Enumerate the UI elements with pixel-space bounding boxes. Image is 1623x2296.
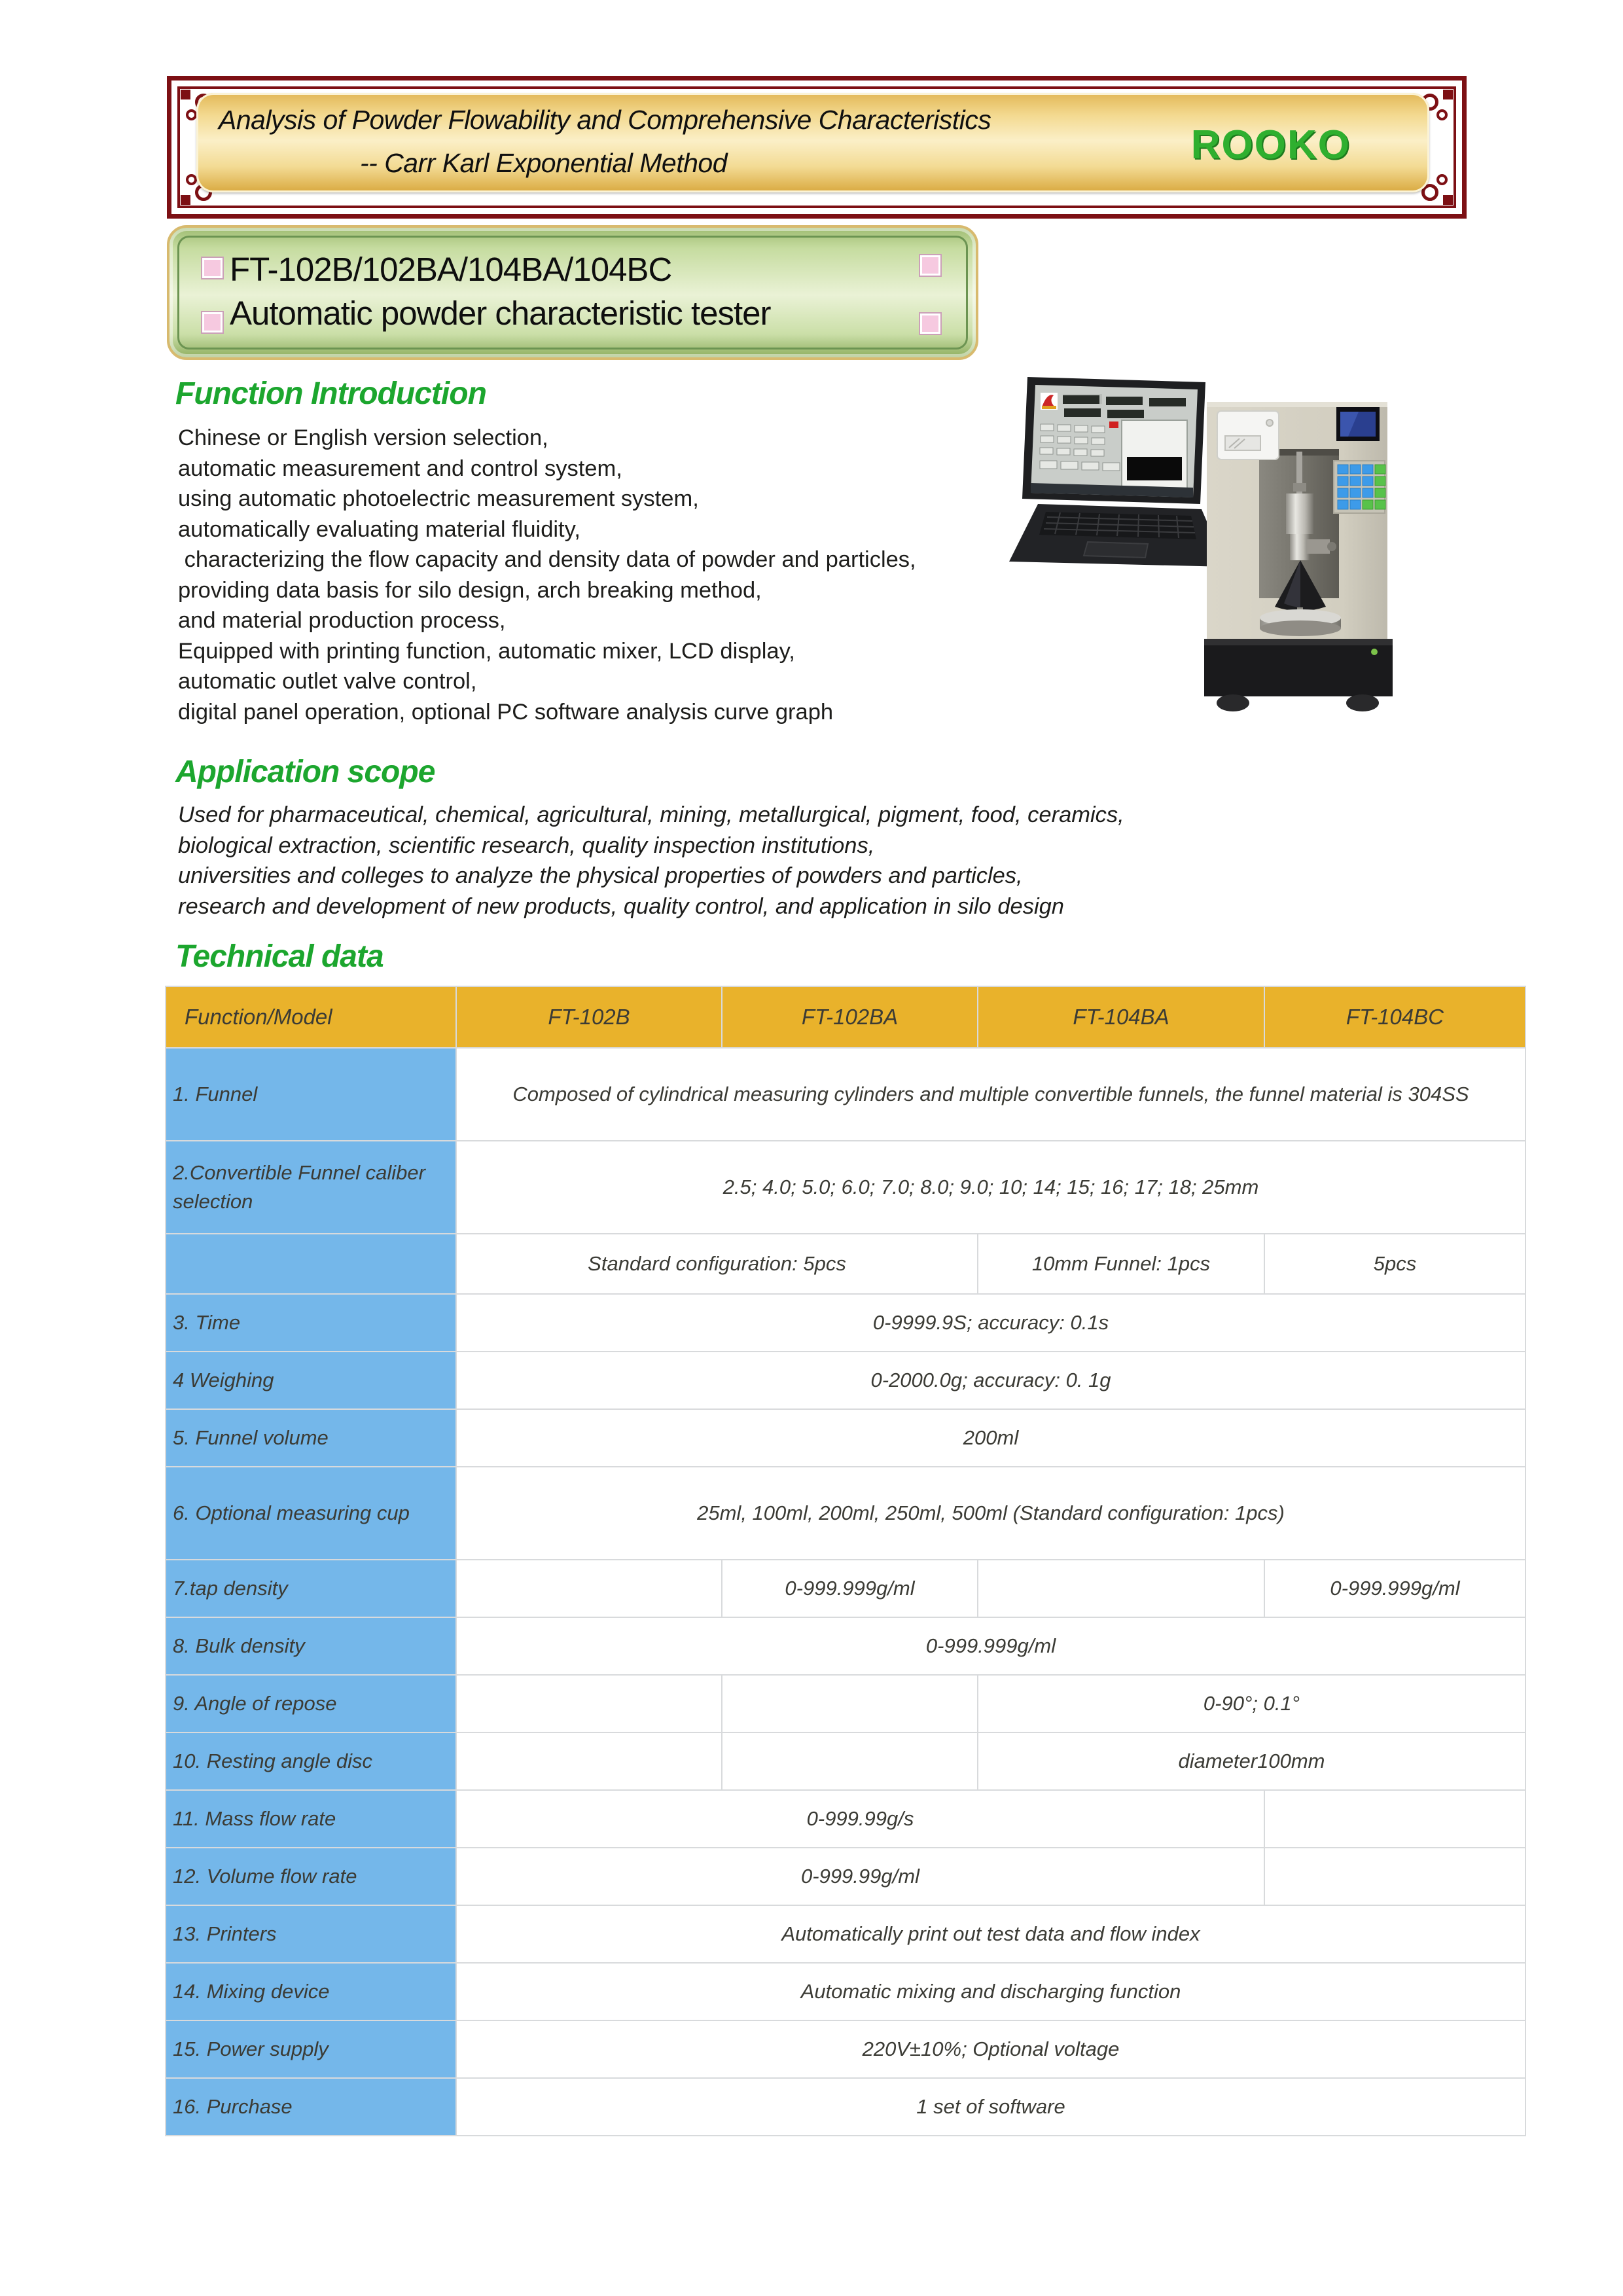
row-label: 8. Bulk density <box>166 1617 456 1675</box>
powder-tester-photo <box>1202 384 1400 714</box>
intro-line: automatically evaluating material fluidity, <box>178 516 580 542</box>
table-cell: 5pcs <box>1264 1234 1525 1294</box>
frame-corner-curl <box>1436 109 1448 120</box>
row-label: 16. Purchase <box>166 2078 456 2136</box>
scope-line: universities and colleges to analyze the physical properties of powders and particles, <box>178 863 1023 888</box>
table-row <box>166 1294 1525 1352</box>
table-cell <box>456 1732 722 1790</box>
intro-line: Equipped with printing function, automatic mixer, LCD display, <box>178 638 795 664</box>
row-label: 12. Volume flow rate <box>166 1848 456 1905</box>
col-header-ft104ba: FT-104BA <box>978 986 1264 1048</box>
intro-line: characterizing the flow capacity and density data of powder and particles, <box>178 547 916 572</box>
laptop-software-photo <box>1008 374 1230 571</box>
table-cell: 0-999.99g/s <box>456 1790 1264 1848</box>
table-cell: 0-90°; 0.1° <box>978 1675 1525 1732</box>
banner-title-line2: -- Carr Karl Exponential Method <box>360 148 728 178</box>
table-cell: 1 set of software <box>456 2078 1525 2136</box>
table-row <box>166 1141 1525 1234</box>
table-header-row <box>166 986 1525 1048</box>
row-label: 6. Optional measuring cup <box>166 1467 456 1560</box>
table-cell <box>1264 1790 1525 1848</box>
row-label: 2.Convertible Funnel caliber selection <box>166 1141 456 1234</box>
corner-pin <box>202 258 223 278</box>
table-cell: 0-999.999g/ml <box>1264 1560 1525 1617</box>
table-cell: diameter100mm <box>978 1732 1525 1790</box>
technical-data-heading: Technical data <box>175 939 383 974</box>
scope-line: biological extraction, scientific research, quality inspection institutions, <box>178 833 875 858</box>
table-row <box>166 1560 1525 1617</box>
table-cell: Automatically print out test data and flow index <box>456 1905 1525 1963</box>
row-label: 1. Funnel <box>166 1048 456 1141</box>
table-row <box>166 1234 1525 1294</box>
table-cell: 0-2000.0g; accuracy: 0. 1g <box>456 1352 1525 1409</box>
table-cell: 2.5; 4.0; 5.0; 6.0; 7.0; 8.0; 9.0; 10; 14; 15; 16; 17; 18; 25mm <box>456 1141 1525 1234</box>
table-row <box>166 1963 1525 2020</box>
intro-line: Chinese or English version selection, <box>178 425 548 450</box>
banner-title-line1: Analysis of Powder Flowability and Comprehensive Characteristics <box>219 105 991 135</box>
product-name-line: Automatic powder characteristic tester <box>230 295 771 332</box>
table-cell <box>456 1560 722 1617</box>
table-row <box>166 1467 1525 1560</box>
row-label <box>166 1234 456 1294</box>
row-label: 7.tap density <box>166 1560 456 1617</box>
frame-corner-ornament <box>1443 195 1453 205</box>
intro-line: and material production process, <box>178 608 506 633</box>
scope-line: Used for pharmaceutical, chemical, agricultural, mining, metallurgical, pigment, food, ceramics, <box>178 802 1124 827</box>
col-header-ft104bc: FT-104BC <box>1264 986 1525 1048</box>
row-label: 5. Funnel volume <box>166 1409 456 1467</box>
brand-logo: ROOKO <box>1190 122 1351 168</box>
table-cell: Automatic mixing and discharging function <box>456 1963 1525 2020</box>
frame-corner-ornament <box>1443 90 1453 99</box>
corner-pin <box>920 255 940 276</box>
frame-corner-curl <box>186 109 197 120</box>
intro-line: automatic measurement and control system, <box>178 456 622 481</box>
table-row <box>166 1732 1525 1790</box>
table-cell <box>1264 1848 1525 1905</box>
table-row <box>166 1675 1525 1732</box>
row-label: 14. Mixing device <box>166 1963 456 2020</box>
intro-line: providing data basis for silo design, arch breaking method, <box>178 577 762 603</box>
table-cell: 0-999.999g/ml <box>722 1560 978 1617</box>
row-label: 15. Power supply <box>166 2020 456 2078</box>
table-row <box>166 1048 1525 1141</box>
row-label: 11. Mass flow rate <box>166 1790 456 1848</box>
frame-corner-curl <box>186 174 197 185</box>
intro-line: automatic outlet valve control, <box>178 669 477 694</box>
table-cell: 200ml <box>456 1409 1525 1467</box>
col-header-ft102ba: FT-102BA <box>722 986 978 1048</box>
table-row <box>166 1848 1525 1905</box>
table-row <box>166 1352 1525 1409</box>
frame-corner-ornament <box>181 195 190 205</box>
corner-pin <box>920 314 940 334</box>
table-cell: 0-9999.9S; accuracy: 0.1s <box>456 1294 1525 1352</box>
application-scope-text <box>178 800 1389 922</box>
table-cell <box>722 1675 978 1732</box>
row-label: 4 Weighing <box>166 1352 456 1409</box>
col-header-function-model: Function/Model <box>166 986 456 1048</box>
product-title <box>230 247 771 335</box>
table-cell: Composed of cylindrical measuring cylinders and multiple convertible funnels, the funnel material is 304SS <box>456 1048 1525 1141</box>
table-cell: Standard configuration: 5pcs <box>456 1234 978 1294</box>
frame-corner-ornament <box>181 90 190 99</box>
product-title-box <box>167 225 978 360</box>
row-label: 9. Angle of repose <box>166 1675 456 1732</box>
product-model-line: FT-102B/102BA/104BA/104BC <box>230 251 672 288</box>
table-row <box>166 1409 1525 1467</box>
technical-data-table <box>165 986 1526 2136</box>
table-cell: 25ml, 100ml, 200ml, 250ml, 500ml (Standard configuration: 1pcs) <box>456 1467 1525 1560</box>
row-label: 13. Printers <box>166 1905 456 1963</box>
scope-line: research and development of new products, quality control, and application in silo design <box>178 893 1064 919</box>
corner-pin <box>202 312 223 332</box>
table-row <box>166 2020 1525 2078</box>
table-cell: 220V±10%; Optional voltage <box>456 2020 1525 2078</box>
application-scope-heading: Application scope <box>175 755 435 789</box>
col-header-ft102b: FT-102B <box>456 986 722 1048</box>
row-label: 3. Time <box>166 1294 456 1352</box>
table-row <box>166 1617 1525 1675</box>
intro-line: digital panel operation, optional PC software analysis curve graph <box>178 699 834 725</box>
title-banner <box>196 93 1429 192</box>
table-row <box>166 1905 1525 1963</box>
table-cell <box>456 1675 722 1732</box>
table-cell <box>978 1560 1264 1617</box>
function-introduction-heading: Function Introduction <box>175 376 486 411</box>
table-row <box>166 1790 1525 1848</box>
function-introduction-text <box>178 423 1048 727</box>
table-cell: 10mm Funnel: 1pcs <box>978 1234 1264 1294</box>
row-label: 10. Resting angle disc <box>166 1732 456 1790</box>
table-cell <box>722 1732 978 1790</box>
table-cell: 0-999.99g/ml <box>456 1848 1264 1905</box>
frame-corner-curl <box>1436 174 1448 185</box>
intro-line: using automatic photoelectric measurement system, <box>178 486 699 511</box>
table-row <box>166 2078 1525 2136</box>
table-cell: 0-999.999g/ml <box>456 1617 1525 1675</box>
